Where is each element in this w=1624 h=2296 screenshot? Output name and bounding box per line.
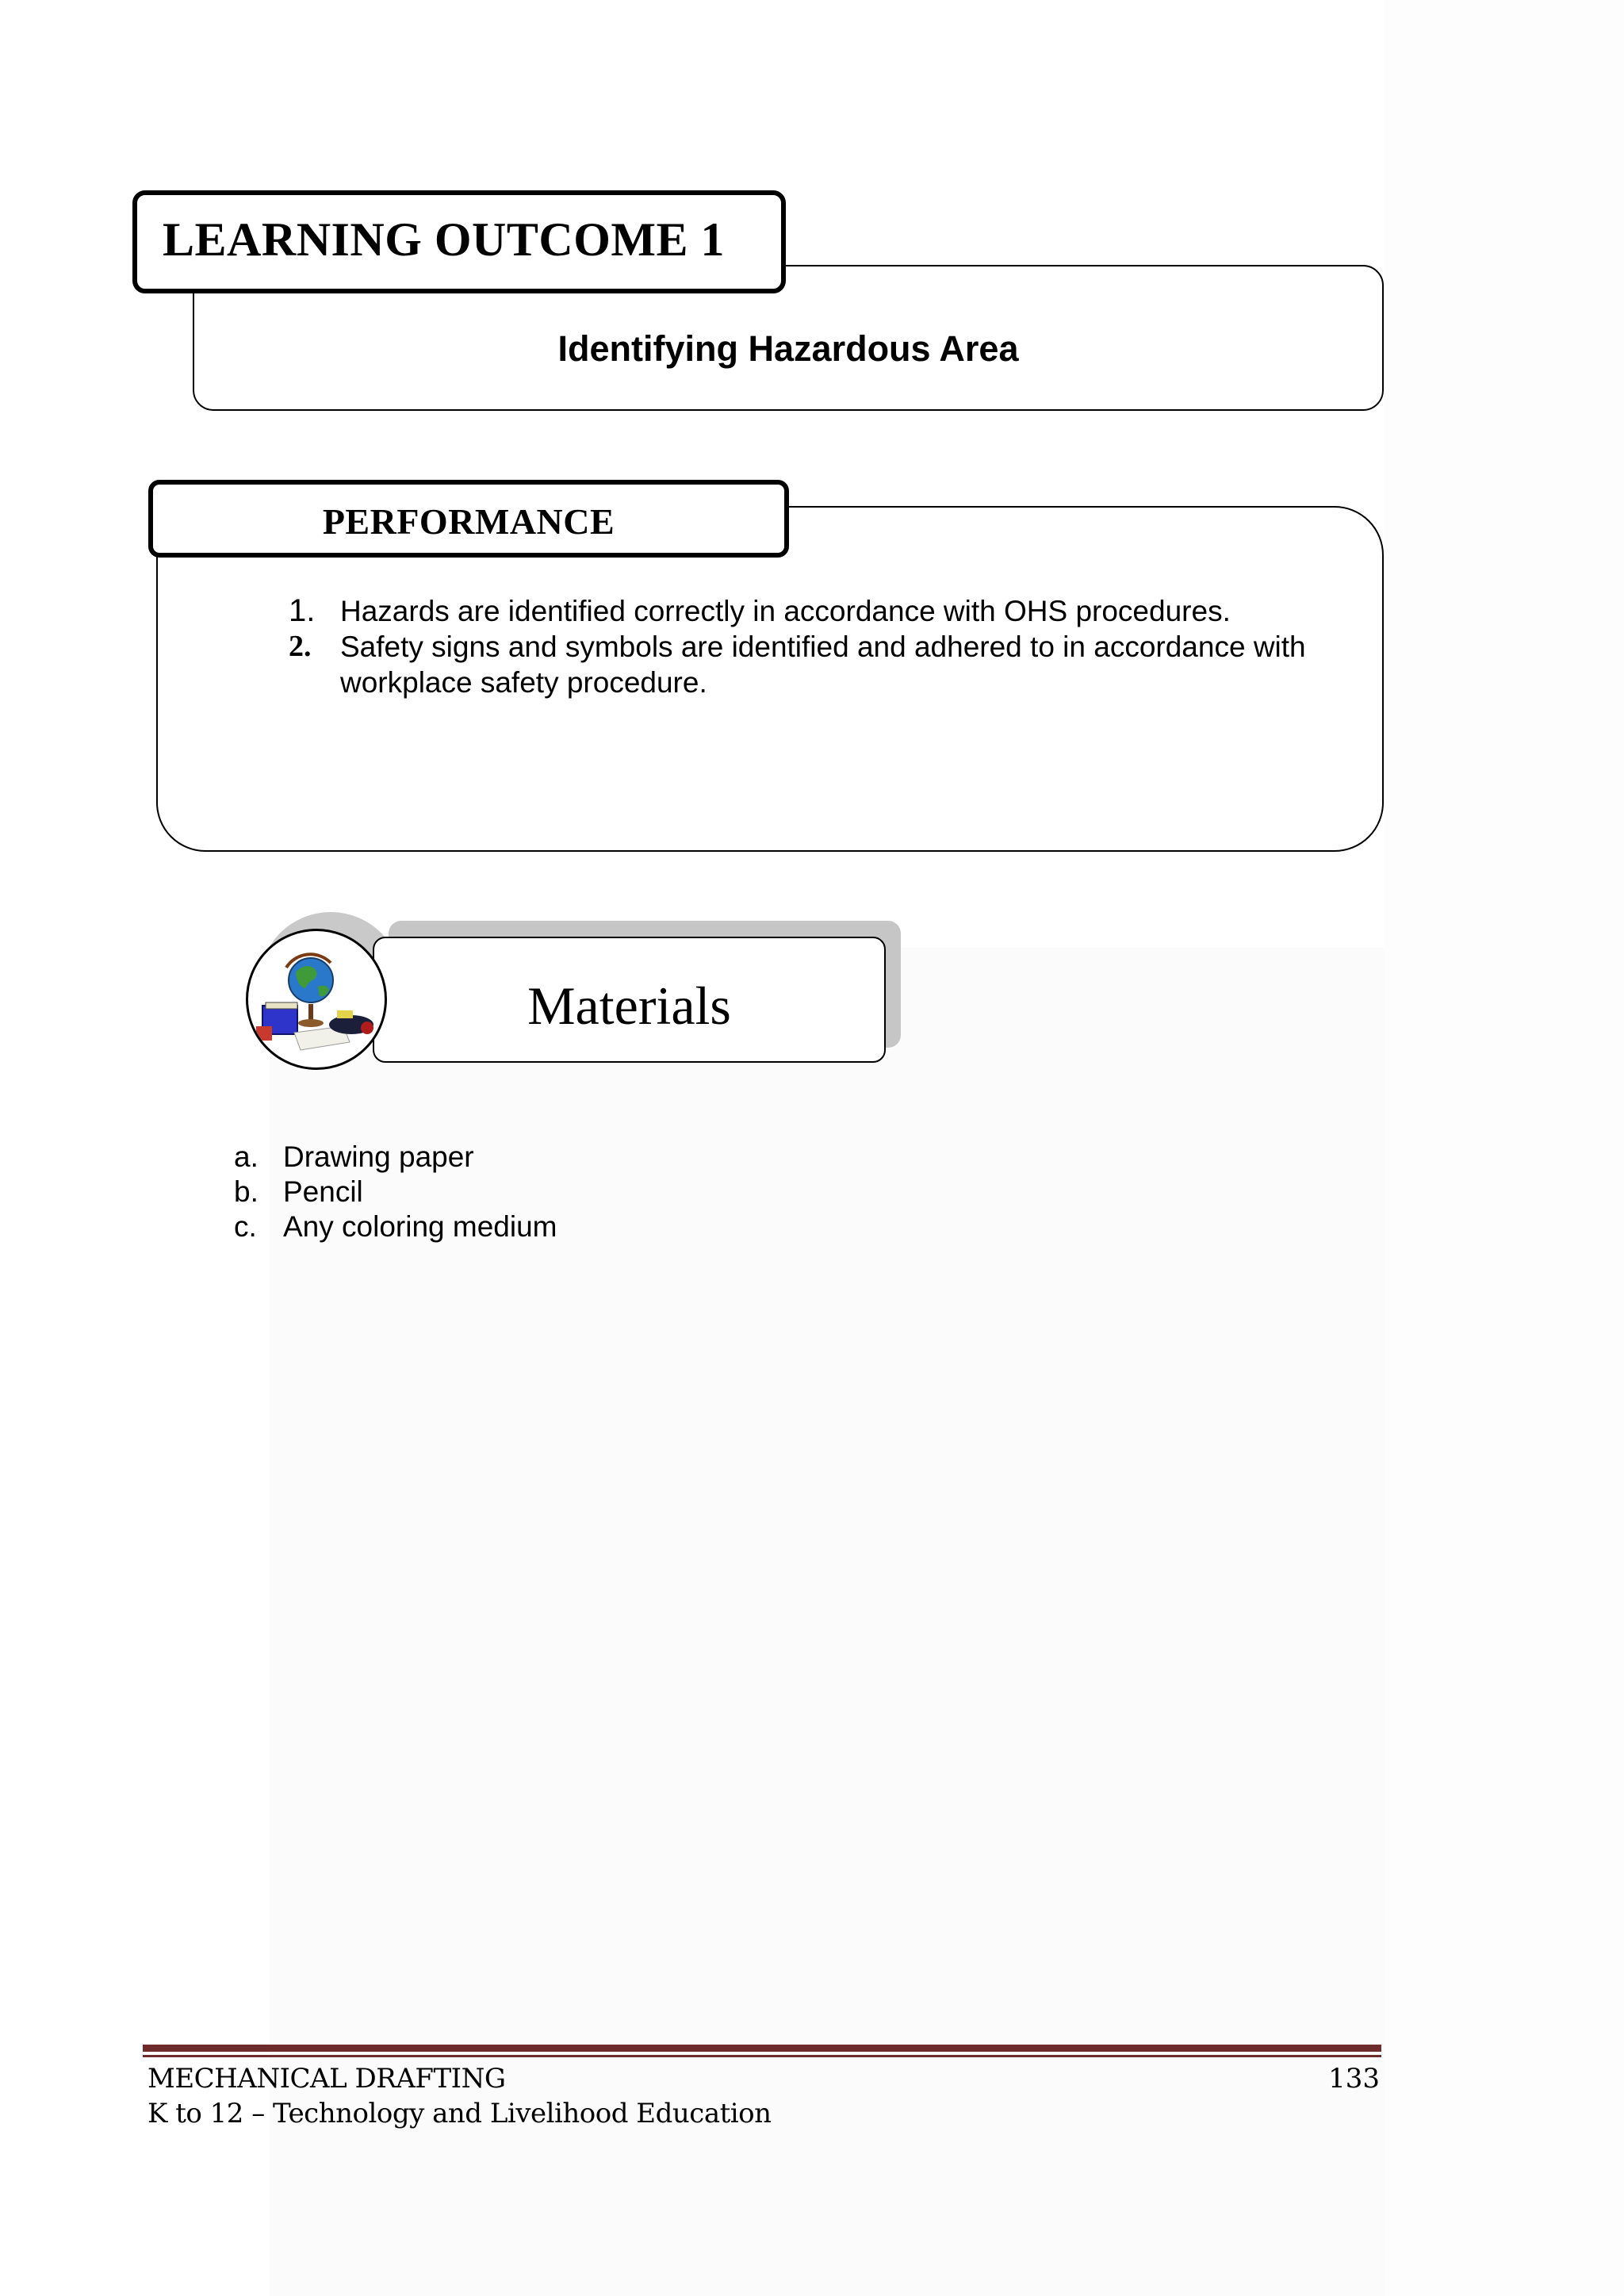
materials-item-text: Drawing paper bbox=[283, 1140, 474, 1173]
learning-outcome-tab bbox=[132, 190, 786, 293]
materials-item-text: Pencil bbox=[283, 1175, 363, 1208]
performance-tab bbox=[148, 480, 789, 558]
materials-item bbox=[234, 1175, 557, 1209]
globe-books-icon bbox=[246, 929, 387, 1070]
footer-rule-thin bbox=[143, 2055, 1381, 2057]
materials-header bbox=[373, 937, 886, 1063]
performance-item-number: 1. bbox=[289, 593, 316, 628]
performance-item bbox=[289, 593, 1347, 629]
performance-item bbox=[289, 629, 1347, 700]
materials-item-letter: a. bbox=[234, 1140, 259, 1173]
performance-item-text: Hazards are identified correctly in accordance with OHS procedures. bbox=[340, 595, 1231, 627]
performance-box bbox=[156, 506, 1384, 852]
globe-books-icon-graphic bbox=[248, 931, 385, 1068]
learning-outcome-title: LEARNING OUTCOME 1 bbox=[163, 213, 726, 266]
footer-program: K to 12 – Technology and Livelihood Education bbox=[147, 2098, 772, 2129]
performance-item-text: Safety signs and symbols are identified and adhered to in accordance with workplace safety procedure. bbox=[340, 631, 1306, 699]
performance-item-number: 2. bbox=[289, 630, 312, 663]
performance-list bbox=[289, 593, 1347, 700]
page-number: 133 bbox=[1328, 2063, 1380, 2095]
footer-rule bbox=[143, 2045, 1381, 2052]
materials-list bbox=[234, 1140, 557, 1244]
page-margin-shade bbox=[1384, 0, 1624, 2296]
performance-title: PERFORMANCE bbox=[322, 501, 615, 542]
materials-item-letter: c. bbox=[234, 1210, 257, 1243]
materials-item bbox=[234, 1140, 557, 1175]
materials-item bbox=[234, 1209, 557, 1244]
materials-title: Materials bbox=[527, 976, 731, 1036]
materials-item-letter: b. bbox=[234, 1175, 259, 1208]
materials-item-text: Any coloring medium bbox=[283, 1210, 557, 1243]
learning-outcome-subtitle: Identifying Hazardous Area bbox=[557, 328, 1019, 369]
footer-course-title: MECHANICAL DRAFTING bbox=[147, 2063, 506, 2095]
